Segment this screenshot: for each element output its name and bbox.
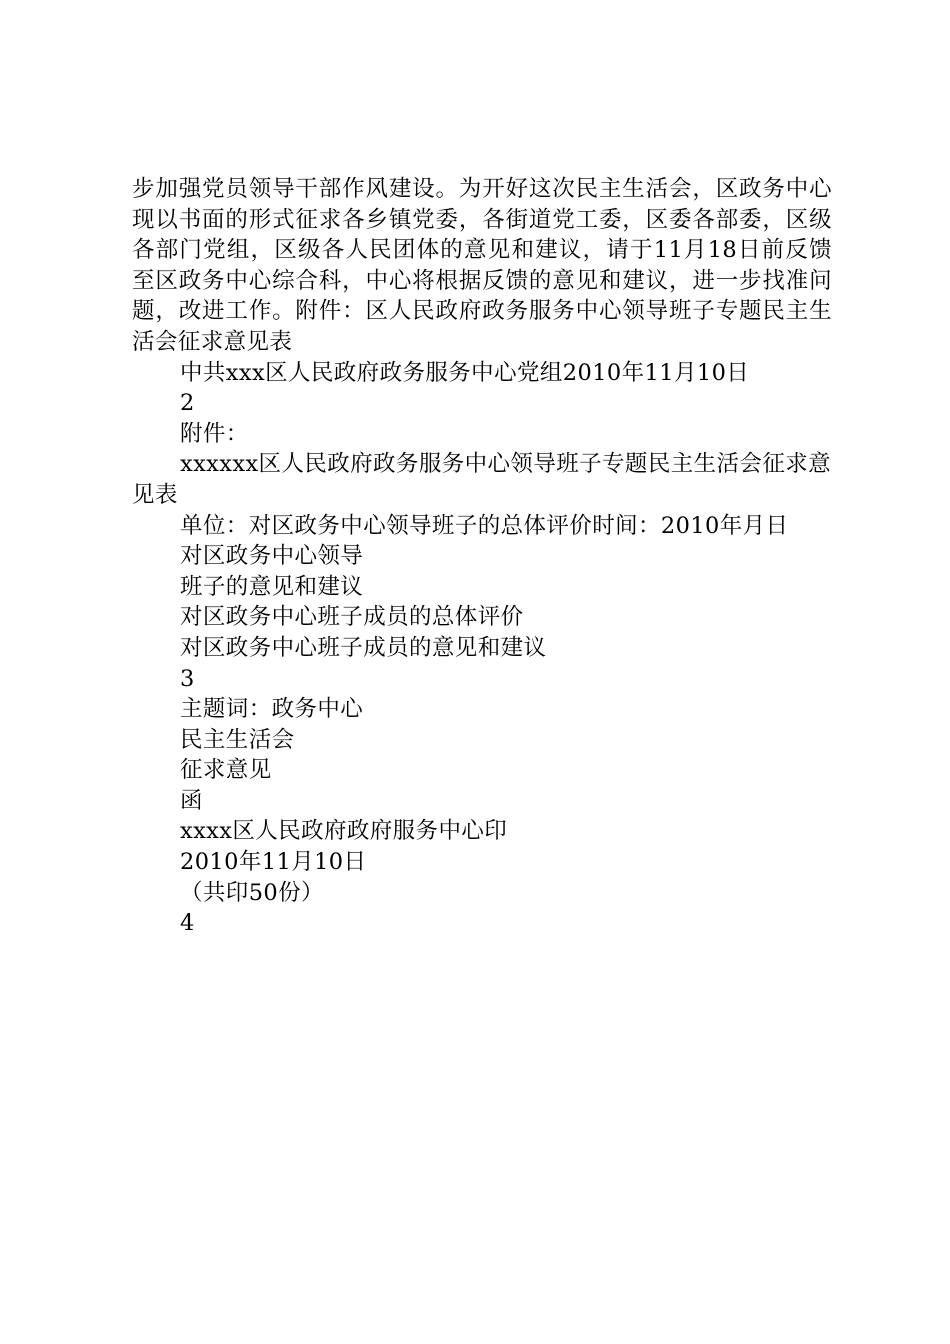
attachment-label: 附件： (180, 420, 249, 447)
form-row-members-evaluation: 对区政务中心班子成员的总体评价 (180, 604, 524, 631)
issuer-line: xxxx区人民政府政府服务中心印 (180, 818, 508, 845)
document-body (132, 174, 832, 939)
page-number: 4 (180, 910, 195, 937)
signature-line: 中共xxx区人民政府政务服务中心党组2010年11月10日 (180, 359, 750, 386)
form-header: 单位：对区政务中心领导班子的总体评价时间：2010年月日 (180, 512, 789, 539)
form-title: xxxxxx区人民政府政务服务中心领导班子专题民主生活会征求意见表 (132, 451, 832, 508)
keyword-item: 民主生活会 (180, 726, 295, 753)
issue-date: 2010年11月10日 (180, 849, 367, 876)
page-number: 2 (180, 390, 195, 417)
body-paragraph: 步加强党员领导干部作风建设。为开好这次民主生活会，区政务中心现以书面的形式征求各乡镇党委，各街道党工委，区委各部委，区级各部门党组，区级各人民团体的意见和建议，请于11月18日前反馈至区政务中心综合科，中心将根据反馈的意见和建议，进一步找准问题，改进工作。附件：区人民政府政务服务中心领导班子专题民主生活会征求意见表 (132, 176, 832, 355)
print-count: （共印50份） (180, 879, 324, 906)
page-number: 3 (180, 665, 195, 692)
form-row-members-suggestions: 对区政务中心班子成员的意见和建议 (180, 634, 547, 661)
keywords-label: 主题词：政务中心 (180, 696, 364, 723)
form-row-leadership-line1: 对区政务中心领导 (180, 543, 364, 570)
form-row-leadership-line2: 班子的意见和建议 (180, 573, 364, 600)
keyword-item: 征求意见 (180, 757, 272, 784)
keyword-item: 函 (180, 787, 203, 814)
